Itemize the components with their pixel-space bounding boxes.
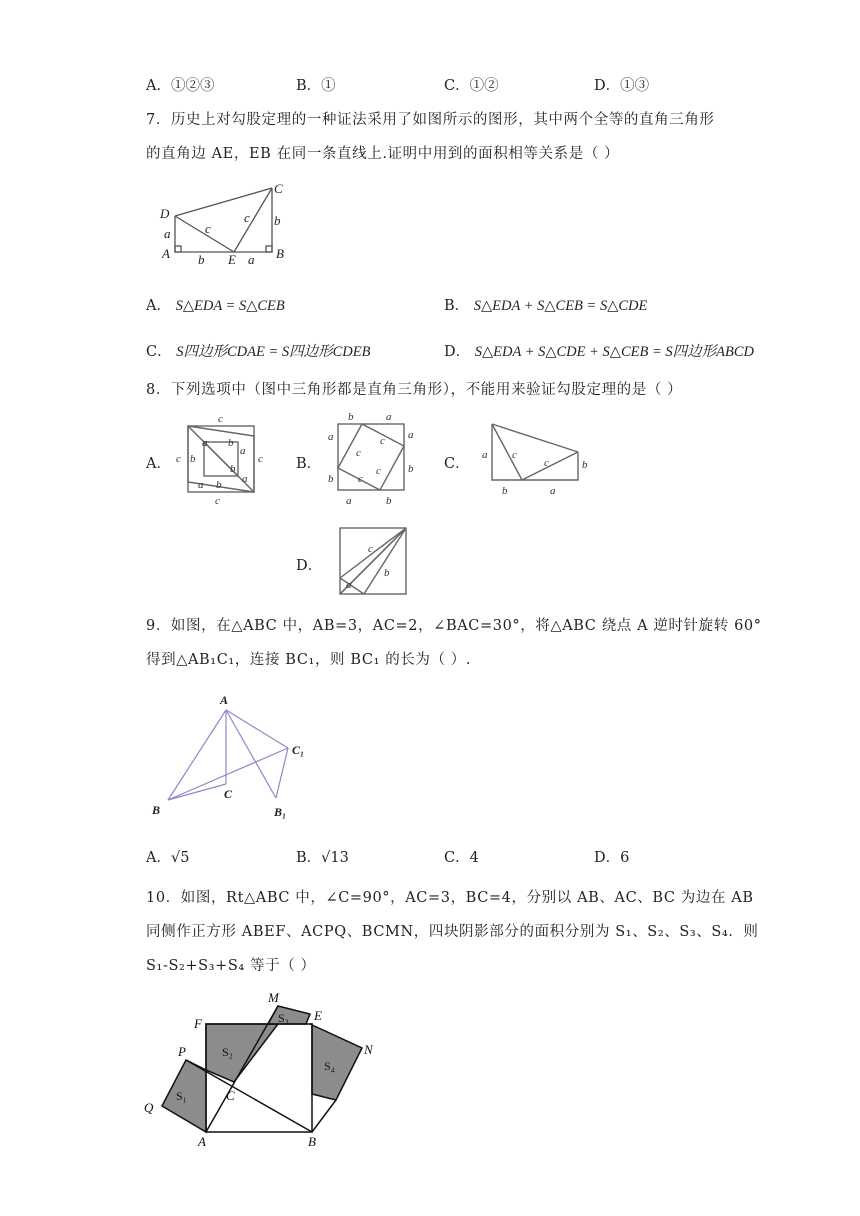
q9-label-a: A — [220, 693, 229, 707]
svg-text:b: b — [216, 479, 222, 491]
svg-text:c: c — [356, 447, 361, 459]
q6-option-a: A．①②③ — [146, 78, 215, 94]
svg-text:a: a — [482, 449, 488, 461]
q7-label-a: A — [162, 246, 170, 261]
svg-text:b: b — [408, 463, 414, 475]
q8-figure-c — [474, 418, 594, 502]
q10-label-n: N — [364, 1042, 373, 1057]
q10-label-s4: S₄ — [324, 1059, 335, 1073]
q7-option-d-key: D． — [444, 344, 471, 360]
q7-side-a-bottom: a — [248, 252, 255, 267]
q8-stem: 8．下列选项中（图中三角形都是直角三角形），不能用来验证勾股定理的是（ ） — [146, 382, 683, 398]
q8-figure-d — [334, 522, 418, 598]
q9-rotation-figure — [148, 690, 318, 820]
q10-label-c: C — [226, 1088, 235, 1103]
svg-text:a: a — [202, 437, 208, 449]
q7-option-d — [444, 340, 754, 361]
q8-option-c-key: C． — [444, 456, 470, 472]
q10-label-a: A — [198, 1134, 206, 1149]
q7-label-e: E — [228, 252, 236, 267]
q10-squares-figure — [140, 986, 390, 1150]
q7-option-c — [146, 340, 370, 361]
q9-stem-line2: 得到△AB₁C₁，连接 BC₁，则 BC₁ 的长为（ ）. — [146, 652, 472, 668]
svg-text:c: c — [176, 453, 181, 465]
svg-text:b: b — [230, 463, 236, 475]
svg-text:c: c — [215, 495, 220, 506]
q10-label-m: M — [268, 990, 279, 1005]
svg-text:a: a — [550, 485, 556, 497]
svg-text:b: b — [386, 495, 392, 507]
q7-trapezoid-figure — [150, 178, 300, 268]
q10-label-p: P — [178, 1044, 186, 1059]
q10-stem-line2: 同侧作正方形 ABEF、ACPQ、BCMN，四块阴影部分的面积分别为 S₁、S₂、S₃、S₄．则 — [146, 924, 759, 940]
q9-option-b: B．√13 — [296, 850, 349, 866]
q7-option-a-expr: S△EDA = S△CEB — [175, 298, 285, 314]
q7-label-c: C — [274, 181, 283, 196]
svg-text:a: a — [386, 411, 392, 423]
q6-option-c: C．①② — [444, 78, 499, 94]
q10-label-b: B — [308, 1134, 316, 1149]
svg-text:c: c — [380, 435, 385, 447]
q7-option-b — [444, 294, 647, 315]
svg-text:a: a — [346, 579, 352, 591]
svg-text:c: c — [512, 449, 517, 461]
svg-text:c: c — [368, 543, 373, 555]
q7-side-a-left: a — [164, 226, 171, 241]
q7-option-d-expr: S△EDA + S△CDE + S△CEB = S四边形ABCD — [474, 344, 754, 360]
q9-option-d: D．6 — [594, 850, 630, 866]
q9-stem-line1: 9．如图，在△ABC 中，AB=3，AC=2，∠BAC=30°，将△ABC 绕点 A 逆时针旋转 60° — [146, 618, 762, 634]
q7-side-b-right: b — [274, 213, 281, 228]
q8-option-a-key: A． — [146, 456, 171, 472]
q8-option-d-key: D． — [296, 558, 323, 574]
q6-option-d: D．①③ — [594, 78, 650, 94]
q7-option-a — [146, 294, 285, 315]
svg-text:b: b — [228, 437, 234, 449]
q10-label-e: E — [314, 1008, 322, 1023]
q7-side-b-bottom: b — [198, 252, 205, 267]
svg-text:a: a — [240, 445, 246, 457]
q8-figure-b — [322, 408, 418, 508]
svg-text:b: b — [502, 485, 508, 497]
svg-text:a: a — [408, 429, 414, 441]
q9-label-b: B — [152, 803, 161, 817]
q9-option-c: C．4 — [444, 850, 479, 866]
q10-label-s3: S₃ — [278, 1011, 289, 1025]
svg-text:b: b — [190, 453, 196, 465]
q10-stem-line1: 10．如图，Rt△ABC 中，∠C=90°，AC=3，BC=4，分别以 AB、AC、BC 为边在 AB — [146, 890, 754, 906]
svg-text:c: c — [358, 473, 363, 485]
svg-text:c: c — [218, 413, 223, 425]
q9-label-c1: C₁ — [292, 743, 305, 757]
q8-option-b-key: B． — [296, 456, 322, 472]
q7-side-c-lower: c — [205, 221, 211, 236]
svg-text:c: c — [258, 453, 263, 465]
q7-option-b-key: B． — [444, 298, 470, 314]
svg-text:a: a — [346, 495, 352, 507]
q10-label-f: F — [194, 1016, 202, 1031]
q7-label-d: D — [160, 206, 170, 221]
svg-text:b: b — [582, 459, 588, 471]
q9-label-c: C — [224, 787, 233, 801]
q6-option-b: B．① — [296, 78, 336, 94]
q7-side-c-right: c — [244, 210, 250, 225]
q10-label-q: Q — [144, 1100, 154, 1115]
q7-stem-line1: 7．历史上对勾股定理的一种证法采用了如图所示的图形，其中两个全等的直角三角形 — [146, 112, 715, 128]
svg-text:c: c — [544, 457, 549, 469]
q7-option-a-key: A． — [146, 298, 171, 314]
svg-text:a: a — [198, 479, 204, 491]
q9-option-a: A．√5 — [146, 850, 190, 866]
q7-option-c-key: C． — [146, 344, 172, 360]
q7-option-b-expr: S△EDA + S△CEB = S△CDE — [473, 298, 648, 314]
q7-stem-line2: 的直角边 AE，EB 在同一条直线上.证明中用到的面积相等关系是（ ） — [146, 146, 620, 162]
svg-text:b: b — [348, 411, 354, 423]
q10-label-s2: S₂ — [222, 1045, 233, 1059]
q10-label-s1: S₁ — [176, 1089, 187, 1103]
q10-stem-line3: S₁-S₂+S₃+S₄ 等于（ ） — [146, 958, 316, 974]
q7-label-b: B — [276, 246, 284, 261]
svg-text:b: b — [384, 567, 390, 579]
svg-text:a: a — [328, 431, 334, 443]
q7-option-c-expr: S四边形CDAE = S四边形CDEB — [176, 344, 371, 360]
q9-label-b1: B₁ — [274, 805, 287, 819]
q8-figure-a — [170, 412, 270, 506]
svg-text:b: b — [328, 473, 334, 485]
svg-text:c: c — [376, 465, 381, 477]
svg-text:a: a — [242, 473, 248, 485]
